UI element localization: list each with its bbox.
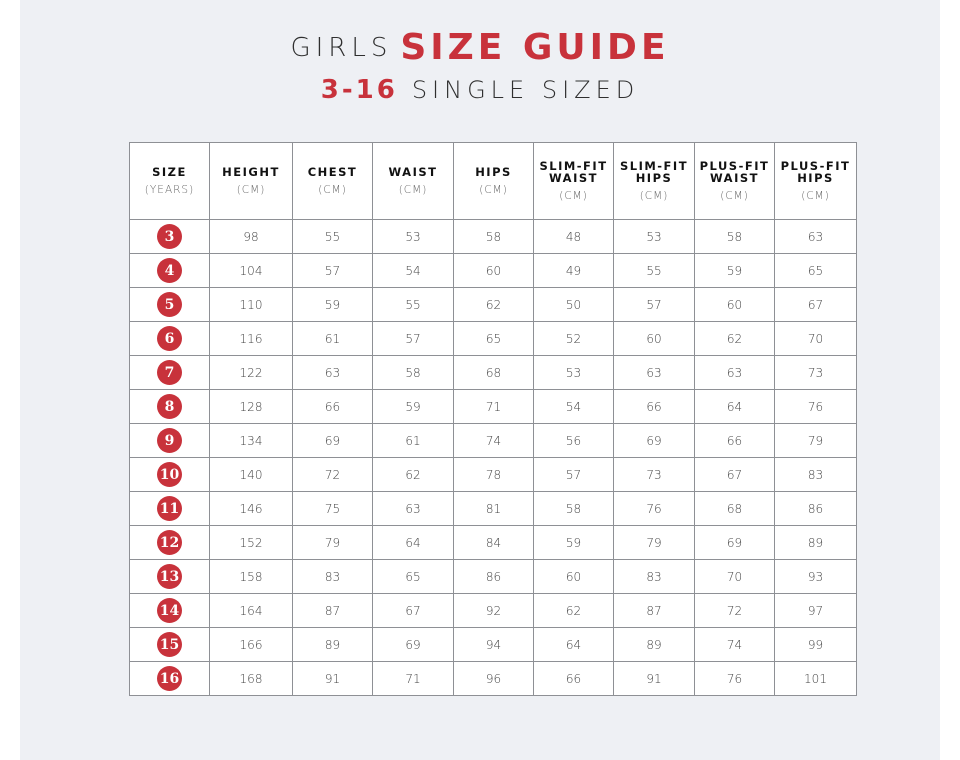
table-cell: 69 — [614, 424, 695, 458]
table-cell: 49 — [534, 254, 614, 288]
size-cell — [130, 322, 210, 356]
table-cell: 74 — [695, 628, 775, 662]
table-cell: 97 — [775, 594, 857, 628]
table-row — [130, 526, 857, 560]
column-header-label: HEIGHT — [222, 165, 280, 179]
table-cell: 66 — [293, 390, 373, 424]
table-cell: 74 — [454, 424, 534, 458]
size-badge: 11 — [157, 496, 182, 521]
table-row — [130, 594, 857, 628]
table-row — [130, 458, 857, 492]
size-cell — [130, 356, 210, 390]
size-badge: 3 — [157, 224, 182, 249]
title-subtitle: SINGLE SIZED — [411, 76, 640, 104]
table-cell: 98 — [210, 220, 293, 254]
table-cell: 76 — [695, 662, 775, 696]
table-cell: 158 — [210, 560, 293, 594]
column-header-label: HIPS — [475, 165, 512, 179]
size-cell — [130, 662, 210, 696]
column-header — [373, 143, 454, 220]
table-body — [130, 220, 857, 696]
table-cell: 53 — [534, 356, 614, 390]
column-header-unit: (CM) — [236, 184, 266, 196]
table-cell: 116 — [210, 322, 293, 356]
table-cell: 104 — [210, 254, 293, 288]
table-cell: 89 — [614, 628, 695, 662]
size-cell — [130, 288, 210, 322]
column-header-unit: (CM) — [318, 184, 347, 196]
table-cell: 60 — [695, 288, 775, 322]
size-badge: 16 — [157, 666, 182, 691]
table-cell: 48 — [534, 220, 614, 254]
size-badge: 6 — [157, 326, 182, 351]
size-badge: 13 — [157, 564, 182, 589]
table-cell: 96 — [454, 662, 534, 696]
table-cell: 59 — [534, 526, 614, 560]
column-header — [695, 143, 775, 220]
table-cell: 67 — [775, 288, 857, 322]
title-prefix: GIRLS — [290, 33, 393, 63]
table-cell: 76 — [614, 492, 695, 526]
table-cell: 62 — [454, 288, 534, 322]
table-cell: 99 — [775, 628, 857, 662]
table-row — [130, 288, 857, 322]
size-badge: 9 — [157, 428, 182, 453]
table-cell: 57 — [373, 322, 454, 356]
table-cell: 110 — [210, 288, 293, 322]
column-header-unit: (CM) — [801, 190, 830, 202]
table-cell: 61 — [373, 424, 454, 458]
column-header — [454, 143, 534, 220]
table-cell: 59 — [293, 288, 373, 322]
table-cell: 70 — [695, 560, 775, 594]
table-cell: 91 — [293, 662, 373, 696]
table-cell: 76 — [775, 390, 857, 424]
table-cell: 87 — [293, 594, 373, 628]
title-range: 3-16 — [320, 75, 398, 105]
table-cell: 55 — [614, 254, 695, 288]
table-cell: 57 — [293, 254, 373, 288]
table-row — [130, 254, 857, 288]
table-cell: 83 — [293, 560, 373, 594]
table-cell: 64 — [534, 628, 614, 662]
table-cell: 58 — [373, 356, 454, 390]
table-cell: 134 — [210, 424, 293, 458]
table-cell: 101 — [775, 662, 857, 696]
table-cell: 52 — [534, 322, 614, 356]
table-cell: 57 — [534, 458, 614, 492]
column-header-label: SLIM-FIT HIPS — [619, 159, 689, 185]
table-cell: 146 — [210, 492, 293, 526]
table-cell: 94 — [454, 628, 534, 662]
table-cell: 166 — [210, 628, 293, 662]
table-cell: 79 — [614, 526, 695, 560]
table-cell: 73 — [614, 458, 695, 492]
table-cell: 69 — [373, 628, 454, 662]
table-row — [130, 356, 857, 390]
table-cell: 63 — [775, 220, 857, 254]
table-cell: 66 — [614, 390, 695, 424]
table-cell: 63 — [293, 356, 373, 390]
size-badge: 8 — [157, 394, 182, 419]
title-main: SIZE GUIDE — [400, 27, 670, 68]
table-cell: 91 — [614, 662, 695, 696]
table-cell: 122 — [210, 356, 293, 390]
column-header — [130, 143, 210, 220]
table-cell: 168 — [210, 662, 293, 696]
size-table — [129, 142, 857, 696]
table-cell: 63 — [373, 492, 454, 526]
table-row — [130, 662, 857, 696]
table-cell: 61 — [293, 322, 373, 356]
column-header-unit: (CM) — [559, 190, 588, 202]
table-cell: 68 — [695, 492, 775, 526]
table-cell: 59 — [373, 390, 454, 424]
table-cell: 60 — [614, 322, 695, 356]
table-cell: 58 — [534, 492, 614, 526]
size-cell — [130, 254, 210, 288]
column-header-unit: (YEARS) — [144, 184, 195, 196]
table-cell: 54 — [534, 390, 614, 424]
table-cell: 54 — [373, 254, 454, 288]
size-cell — [130, 424, 210, 458]
column-header-label: PLUS-FIT WAIST — [699, 159, 770, 185]
table-cell: 79 — [293, 526, 373, 560]
column-header — [614, 143, 695, 220]
column-header — [534, 143, 614, 220]
title-line-1 — [0, 22, 960, 74]
table-cell: 70 — [775, 322, 857, 356]
column-header — [775, 143, 857, 220]
table-cell: 75 — [293, 492, 373, 526]
title-line-2 — [0, 72, 960, 108]
table-cell: 93 — [775, 560, 857, 594]
table-cell: 65 — [373, 560, 454, 594]
size-cell — [130, 594, 210, 628]
column-header-unit: (CM) — [720, 190, 749, 202]
table-cell: 92 — [454, 594, 534, 628]
table-cell: 64 — [695, 390, 775, 424]
table-cell: 50 — [534, 288, 614, 322]
table-cell: 69 — [293, 424, 373, 458]
table-cell: 55 — [293, 220, 373, 254]
table-row — [130, 560, 857, 594]
size-badge: 7 — [157, 360, 182, 385]
table-cell: 128 — [210, 390, 293, 424]
size-cell — [130, 390, 210, 424]
table-cell: 58 — [454, 220, 534, 254]
table-row — [130, 628, 857, 662]
table-cell: 72 — [293, 458, 373, 492]
size-cell — [130, 220, 210, 254]
table-cell: 65 — [454, 322, 534, 356]
table-cell: 68 — [454, 356, 534, 390]
table-cell: 55 — [373, 288, 454, 322]
table-cell: 69 — [695, 526, 775, 560]
table-cell: 89 — [775, 526, 857, 560]
table-cell: 62 — [534, 594, 614, 628]
column-header-label: PLUS-FIT HIPS — [780, 159, 851, 185]
table-cell: 66 — [534, 662, 614, 696]
table-cell: 78 — [454, 458, 534, 492]
table-cell: 73 — [775, 356, 857, 390]
table-cell: 56 — [534, 424, 614, 458]
table-header-row — [130, 143, 857, 220]
table-row — [130, 390, 857, 424]
table-cell: 71 — [373, 662, 454, 696]
column-header-label: WAIST — [388, 165, 438, 179]
table-cell: 62 — [373, 458, 454, 492]
table-cell: 58 — [695, 220, 775, 254]
table-cell: 140 — [210, 458, 293, 492]
table-cell: 62 — [695, 322, 775, 356]
table-cell: 87 — [614, 594, 695, 628]
column-header-label: CHEST — [307, 165, 358, 179]
table-cell: 59 — [695, 254, 775, 288]
table-cell: 60 — [534, 560, 614, 594]
column-header-label: SIZE — [152, 165, 187, 179]
size-badge: 14 — [157, 598, 182, 623]
table-cell: 66 — [695, 424, 775, 458]
table-row — [130, 322, 857, 356]
size-badge: 12 — [157, 530, 182, 555]
table-cell: 72 — [695, 594, 775, 628]
size-badge: 10 — [157, 462, 182, 487]
table-cell: 79 — [775, 424, 857, 458]
size-cell — [130, 526, 210, 560]
size-cell — [130, 458, 210, 492]
table-cell: 81 — [454, 492, 534, 526]
table-cell: 65 — [775, 254, 857, 288]
size-badge: 15 — [157, 632, 182, 657]
table-cell: 71 — [454, 390, 534, 424]
table-cell: 89 — [293, 628, 373, 662]
table-cell: 57 — [614, 288, 695, 322]
column-header-unit: (CM) — [479, 184, 508, 196]
size-cell — [130, 492, 210, 526]
size-cell — [130, 628, 210, 662]
table-cell: 53 — [614, 220, 695, 254]
table-cell: 83 — [614, 560, 695, 594]
size-badge: 4 — [157, 258, 182, 283]
table-row — [130, 492, 857, 526]
column-header — [210, 143, 293, 220]
table-cell: 64 — [373, 526, 454, 560]
table-cell: 53 — [373, 220, 454, 254]
column-header — [293, 143, 373, 220]
table-cell: 164 — [210, 594, 293, 628]
column-header-unit: (CM) — [639, 190, 669, 202]
table-row — [130, 424, 857, 458]
table-cell: 86 — [775, 492, 857, 526]
column-header-unit: (CM) — [398, 184, 428, 196]
table-cell: 63 — [695, 356, 775, 390]
page-title — [0, 22, 960, 108]
size-badge: 5 — [157, 292, 182, 317]
table-cell: 152 — [210, 526, 293, 560]
table-cell: 86 — [454, 560, 534, 594]
column-header-label: SLIM-FIT WAIST — [539, 159, 608, 185]
table-cell: 63 — [614, 356, 695, 390]
table-cell: 67 — [695, 458, 775, 492]
table-cell: 83 — [775, 458, 857, 492]
table-cell: 60 — [454, 254, 534, 288]
size-cell — [130, 560, 210, 594]
table-cell: 67 — [373, 594, 454, 628]
table-row — [130, 220, 857, 254]
table-cell: 84 — [454, 526, 534, 560]
